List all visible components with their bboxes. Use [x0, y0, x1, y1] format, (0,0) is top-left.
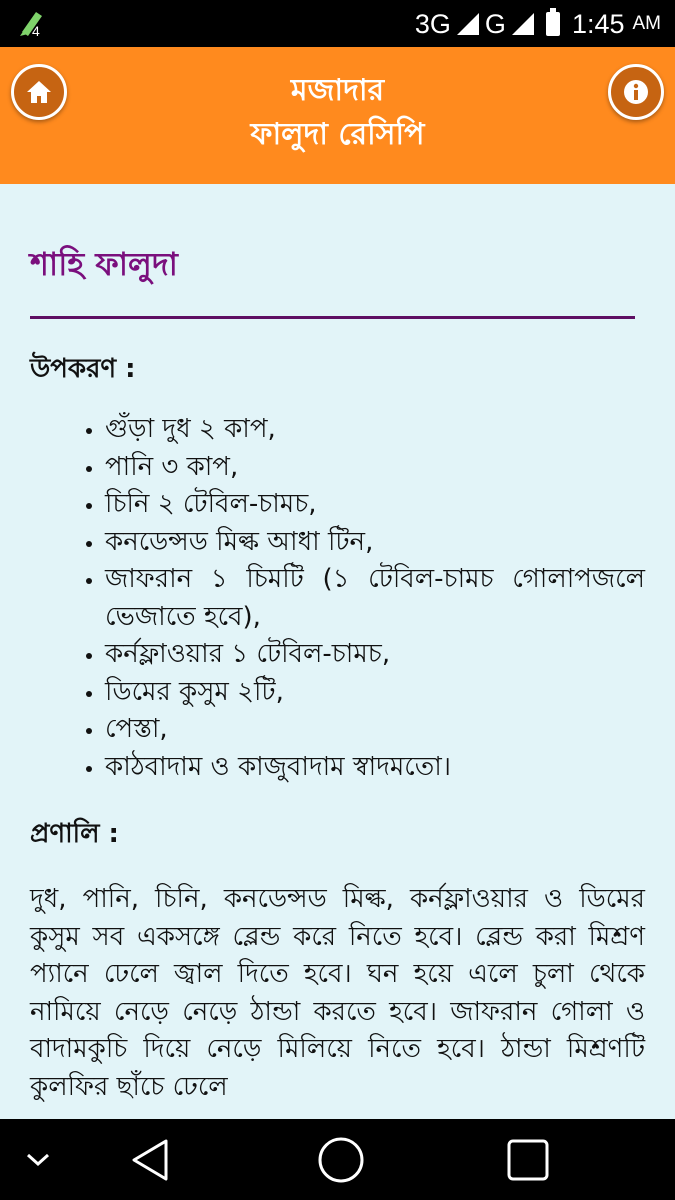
- navigation-bar: [0, 1119, 675, 1200]
- ingredient-item: • পেস্তা,: [105, 711, 645, 749]
- signal-icon: [457, 13, 479, 35]
- home-icon: [25, 78, 53, 106]
- signal-icon-2: [512, 13, 534, 35]
- ingredient-item: • পানি ৩ কাপ,: [105, 449, 645, 487]
- ingredient-item: • কর্নফ্লাওয়ার ১ টেবিল-চামচ,: [105, 636, 645, 674]
- method-heading: প্রণালি :: [30, 819, 119, 849]
- recents-icon: [506, 1138, 550, 1182]
- info-button[interactable]: [608, 64, 664, 120]
- chevron-down-icon: [24, 1151, 52, 1169]
- back-icon: [128, 1137, 172, 1183]
- status-bar: [0, 0, 675, 47]
- back-button[interactable]: [120, 1119, 180, 1200]
- app-bar: [0, 47, 675, 184]
- ingredients-heading: উপকরণ :: [30, 354, 136, 384]
- ingredient-item: • ডিমের কুসুম ২টি,: [105, 674, 645, 712]
- battery-icon: [546, 12, 560, 36]
- home-nav-button[interactable]: [312, 1119, 370, 1200]
- info-icon: [622, 78, 650, 106]
- ingredients-list: [30, 411, 645, 786]
- clock: 1:45: [571, 8, 625, 39]
- ingredient-item: • চিনি ২ টেবিল-চামচ,: [105, 486, 645, 524]
- home-circle-icon: [316, 1135, 366, 1185]
- recipe-title: শাহি ফালুদা: [30, 245, 178, 283]
- clock-ampm: AM: [632, 13, 661, 34]
- ingredient-item: • কনডেন্সড মিল্ক আধা টিন,: [105, 524, 645, 562]
- recipe-content[interactable]: [0, 184, 675, 1119]
- ingredient-item: • জাফরান ১ চিমটি (১ টেবিল-চামচ গোলাপজলে ভেজাতে হবে),: [105, 561, 645, 636]
- hide-keyboard-button[interactable]: [18, 1119, 58, 1200]
- method-text: দুধ, পানি, চিনি, কনডেন্সড মিল্ক, কর্নফ্লাওয়ার ও ডিমের কুসুম সব একসঙ্গে ব্লেন্ড করে নিতে হবে। ব্লেন্ড করা মিশ্রণ প্যানে ঢেলে জ্বাল দিতে হবে। ঘন হয়ে এলে চুলা থেকে নামিয়ে নেড়ে নেড়ে ঠান্ডা করতে হবে। জাফরান গোলা ও বাদামকুচি দিয়ে নেড়ে মিলিয়ে নিতে হবে। ঠান্ডা মিশ্রণটি কুলফির ছাঁচে ঢেলে: [30, 884, 645, 1102]
- app-title: [120, 69, 555, 157]
- ingredient-item: • কাঠবাদাম ও কাজুবাদাম স্বাদমতো।: [105, 749, 645, 787]
- ingredient-item: • গুঁড়া দুধ ২ কাপ,: [105, 411, 645, 449]
- title-divider: [30, 316, 635, 319]
- network-type-1: 3G: [414, 8, 451, 39]
- notification-badge: 4: [32, 23, 40, 38]
- network-type-2: G: [484, 8, 506, 39]
- status-indicators: [415, 6, 661, 42]
- notification-icon: [18, 8, 48, 42]
- recents-button[interactable]: [502, 1119, 554, 1200]
- app-title-line2: ফালুদা রেসিপি: [250, 117, 425, 152]
- app-title-line1: মজাদার: [290, 73, 385, 108]
- home-button[interactable]: [11, 64, 67, 120]
